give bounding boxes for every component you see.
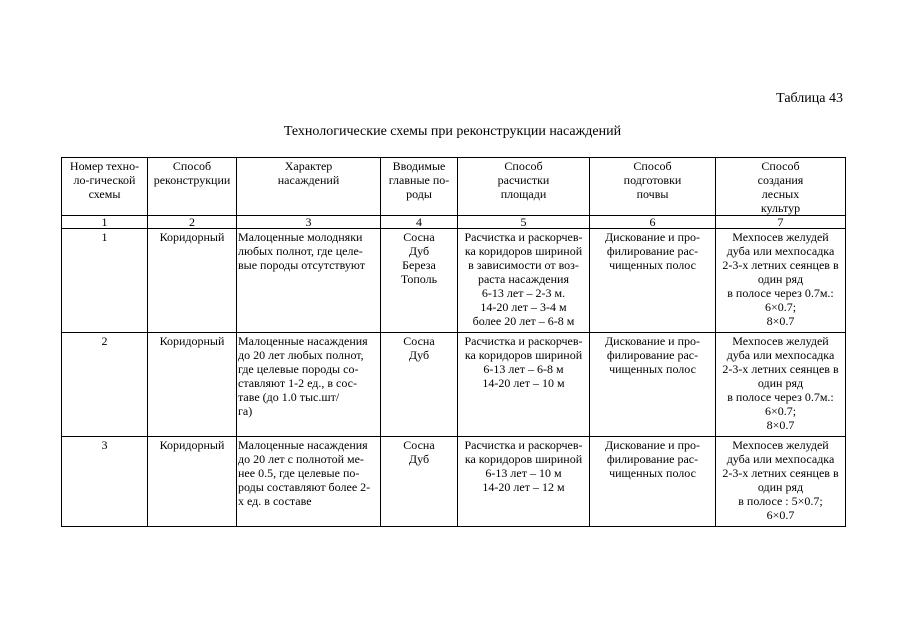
- species-cell: Сосна Дуб Береза Тополь: [381, 229, 458, 333]
- creation-cell: Мехпосев желудей дуба или мехпосадка 2-3-х летних сеянцев в один ряд в полосе через 0.7м.: 6×0.7; 8×0.7: [716, 333, 846, 437]
- scheme-number-cell: 1: [62, 229, 148, 333]
- table-title: Технологические схемы при реконструкции насаждений: [283, 124, 622, 139]
- column-number: 4: [381, 216, 458, 229]
- header-reconstruction-method: Способ реконструкции: [148, 158, 237, 216]
- header-scheme-number: Номер техно- ло-гической схемы: [62, 158, 148, 216]
- header-forest-creation: Способ создания лесных культур: [716, 158, 846, 216]
- species-cell: Сосна Дуб: [381, 437, 458, 527]
- character-cell: Малоценные насаждения до 20 лет с полнотой ме- нее 0.5, где целевые по- роды составляют более 2- х ед. в составе: [237, 437, 381, 527]
- table-row: [62, 229, 846, 333]
- creation-cell: Мехпосев желудей дуба или мехпосадка 2-3-х летних сеянцев в один ряд в полосе через 0.7м.: 6×0.7; 8×0.7: [716, 229, 846, 333]
- header-stand-character: Характер насаждений: [237, 158, 381, 216]
- species-cell: Сосна Дуб: [381, 333, 458, 437]
- soil-cell: Дискование и про- филирование рас- чищенных полос: [590, 229, 716, 333]
- column-number: 6: [590, 216, 716, 229]
- character-cell: Малоценные насаждения до 20 лет любых полнот, где целевые породы со- ставляют 1-2 ед., в сос- таве (до 1.0 тыс.шт/ га): [237, 333, 381, 437]
- column-number: 7: [716, 216, 846, 229]
- creation-cell: Мехпосев желудей дуба или мехпосадка 2-3-х летних сеянцев в один ряд в полосе : 5×0.7; 6×0.7: [716, 437, 846, 527]
- soil-cell: Дискование и про- филирование рас- чищенных полос: [590, 333, 716, 437]
- technology-schemes-table: [61, 157, 846, 527]
- clearing-cell: Расчистка и раскорчев- ка коридоров шириной 6-13 лет – 6-8 м 14-20 лет – 10 м: [458, 333, 590, 437]
- method-cell: Коридорный: [148, 333, 237, 437]
- scheme-number-cell: 2: [62, 333, 148, 437]
- character-cell: Малоценные молодняки любых полнот, где целе- вые породы отсутствуют: [237, 229, 381, 333]
- table-number: Таблица 43: [776, 91, 843, 106]
- scheme-number-cell: 3: [62, 437, 148, 527]
- column-number: 1: [62, 216, 148, 229]
- header-clearing-method: Способ расчистки площади: [458, 158, 590, 216]
- method-cell: Коридорный: [148, 229, 237, 333]
- soil-cell: Дискование и про- филирование рас- чищенных полос: [590, 437, 716, 527]
- table-row: [62, 333, 846, 437]
- table-row: [62, 437, 846, 527]
- header-soil-preparation: Способ подготовки почвы: [590, 158, 716, 216]
- header-row: [62, 158, 846, 216]
- clearing-cell: Расчистка и раскорчев- ка коридоров шириной 6-13 лет – 10 м 14-20 лет – 12 м: [458, 437, 590, 527]
- header-main-species: Вводимые главные по- роды: [381, 158, 458, 216]
- column-number: 3: [237, 216, 381, 229]
- method-cell: Коридорный: [148, 437, 237, 527]
- column-number-row: [62, 216, 846, 229]
- column-number: 2: [148, 216, 237, 229]
- clearing-cell: Расчистка и раскорчев- ка коридоров шириной в зависимости от воз- раста насаждения 6-13 лет – 2-3 м. 14-20 лет – 3-4 м более 20 лет – 6-8 м: [458, 229, 590, 333]
- column-number: 5: [458, 216, 590, 229]
